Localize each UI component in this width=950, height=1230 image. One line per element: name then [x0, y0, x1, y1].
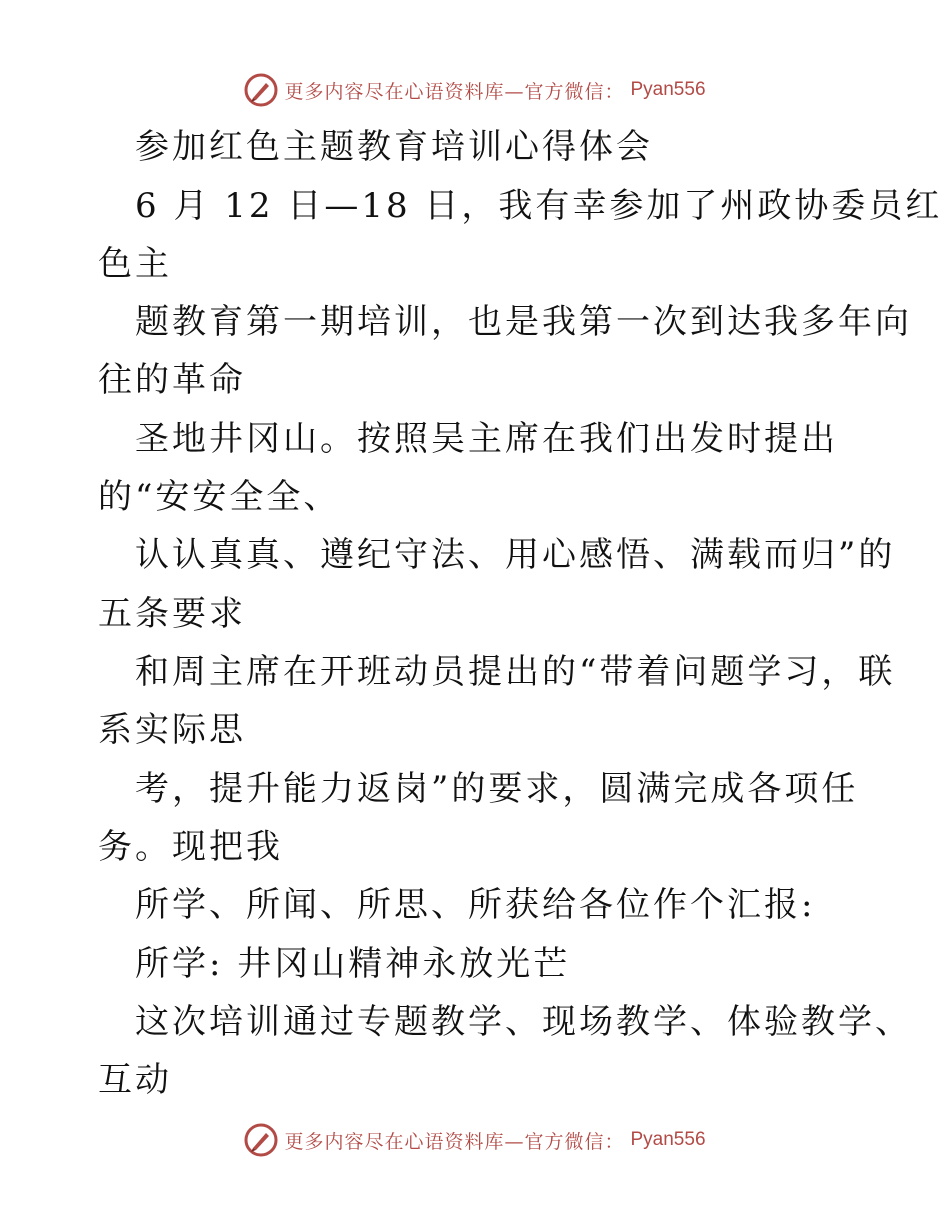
pen-logo-icon [244, 1123, 278, 1157]
paragraph-line: 题教育第一期培训，也是我第一次到达我多年向 [135, 302, 912, 342]
paragraph-line: 系实际思 [98, 710, 246, 750]
paragraph-line: 这次培训通过专题教学、现场教学、体验教学、 [135, 1002, 912, 1042]
paragraph-line: 的“安安全全、 [98, 477, 341, 517]
paragraph-line: 所学、所闻、所思、所获给各位作个汇报: [135, 885, 816, 925]
paragraph-line: 往的革命 [98, 360, 246, 400]
banner-text: 更多内容尽在心语资料库—官方微信： [284, 80, 625, 103]
footer-banner [0, 1120, 950, 1160]
paragraph-line: 互动 [98, 1060, 172, 1100]
paragraph-line: 务。现把我 [98, 827, 283, 867]
section-heading: 所学: 井冈山精神永放光芒 [135, 944, 571, 984]
paragraph-line: 认认真真、遵纪守法、用心感悟、满载而归”的 [135, 535, 896, 575]
paragraph-line: 圣地井冈山。按照吴主席在我们出发时提出 [135, 419, 838, 459]
pen-logo-icon [244, 73, 278, 107]
banner-wechat-id: Pyan556 [630, 1129, 706, 1150]
paragraph-line: 五条要求 [98, 594, 246, 634]
paragraph-line: 考，提升能力返岗”的要求，圆满完成各项任 [135, 769, 859, 809]
paragraph-line: 色主 [98, 244, 172, 284]
paragraph-line: 6 月 12 日—18 日，我有幸参加了州政协委员红 [135, 186, 943, 226]
document-title: 参加红色主题教育培训心得体会 [135, 127, 653, 167]
header-banner [0, 70, 950, 110]
paragraph-line: 和周主席在开班动员提出的“带着问题学习，联 [135, 652, 896, 692]
banner-text: 更多内容尽在心语资料库—官方微信： [284, 1130, 625, 1153]
banner-wechat-id: Pyan556 [630, 79, 706, 100]
